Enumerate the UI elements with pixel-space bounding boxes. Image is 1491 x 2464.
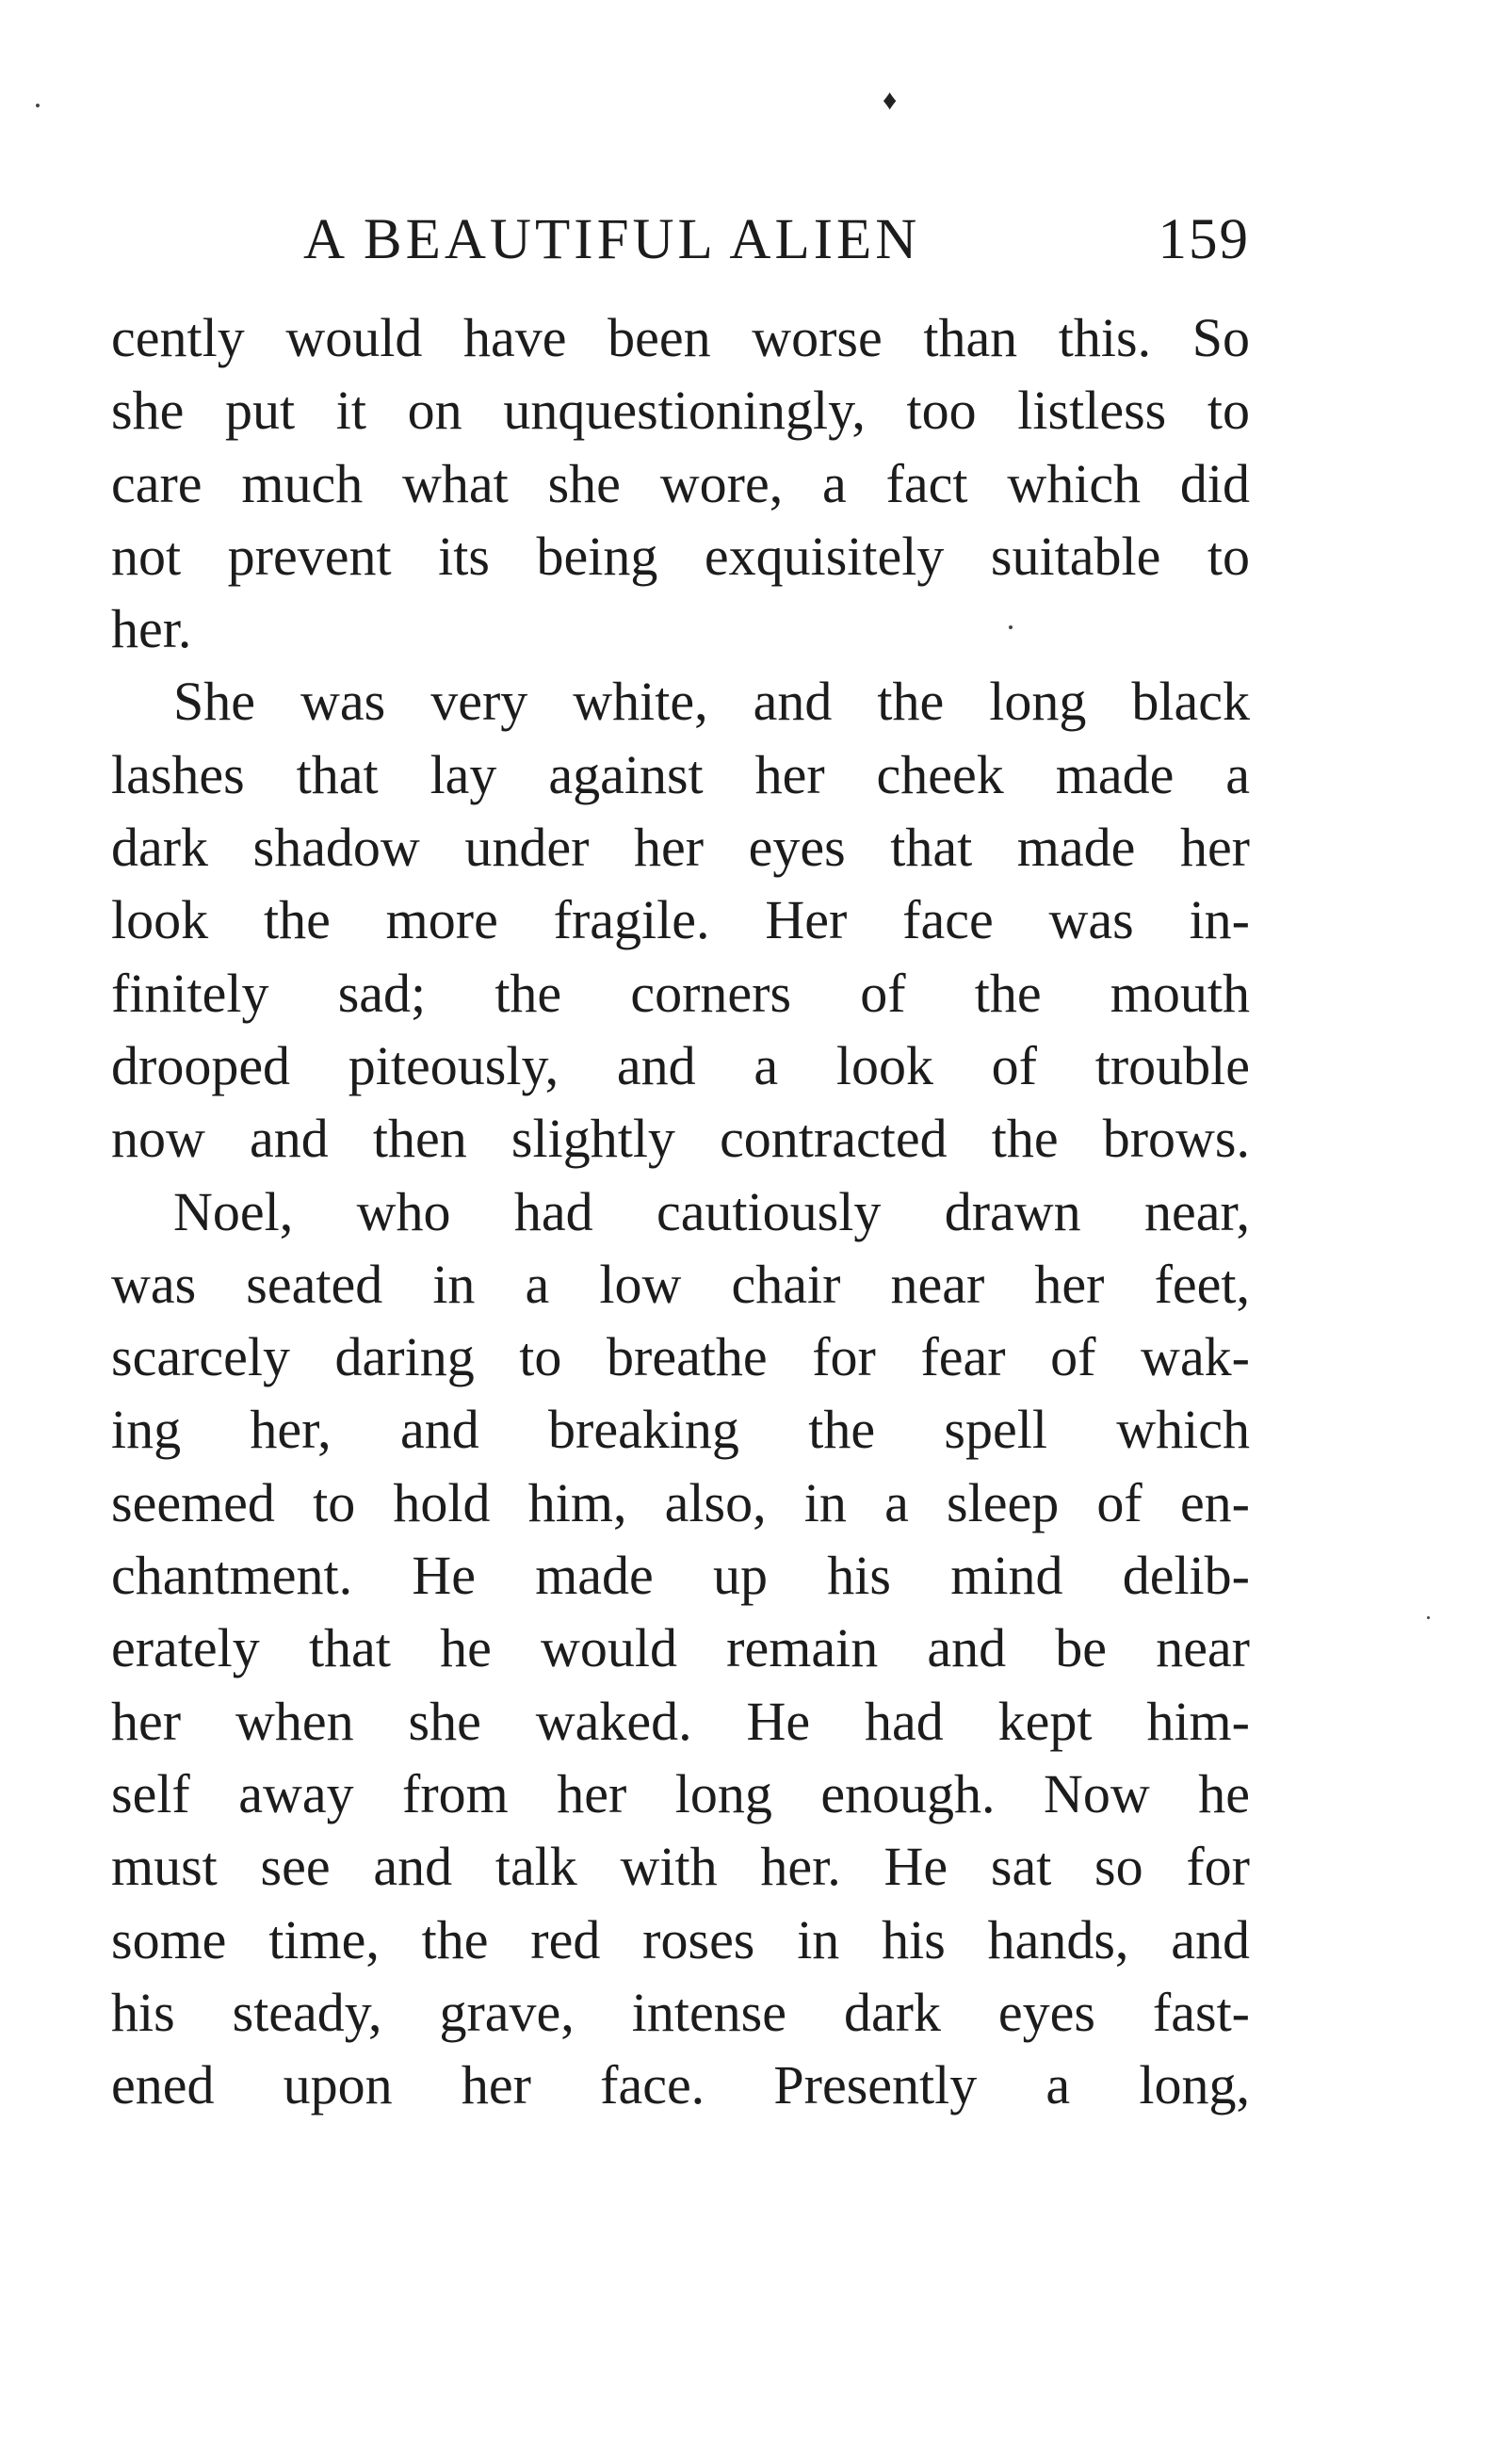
text-line: some time, the red roses in his hands, and — [111, 1908, 1250, 1970]
body-text — [111, 301, 1250, 2121]
text-line: seemed to hold him, also, in a sleep of en- — [111, 1471, 1250, 1533]
text-line: not prevent its being exquisitely suitable to — [111, 525, 1250, 587]
text-line: erately that he would remain and be near — [111, 1617, 1250, 1679]
text-line: she put it on unquestioningly, too listless to — [111, 380, 1250, 442]
text-line: look the more fragile. Her face was in- — [111, 889, 1250, 951]
text-line: ened upon her face. Presently a long, — [111, 2054, 1250, 2116]
paper-speck — [1427, 1616, 1430, 1619]
text-line: drooped piteously, and a look of trouble — [111, 1034, 1250, 1096]
text-line: care much what she wore, a fact which did — [111, 452, 1250, 514]
text-line: cently would have been worse than this. So — [111, 307, 1250, 368]
text-line: chantment. He made up his mind delib- — [111, 1545, 1250, 1607]
text-line: finitely sad; the corners of the mouth — [111, 962, 1250, 1024]
text-line: self away from her long enough. Now he — [111, 1762, 1250, 1824]
paragraph-2 — [111, 665, 1250, 1175]
page-header — [303, 203, 1250, 278]
paper-speck — [36, 104, 40, 107]
text-line: was seated in a low chair near her feet, — [111, 1253, 1250, 1315]
text-line: scarcely daring to breathe for fear of wak- — [111, 1326, 1250, 1388]
text-line: must see and talk with her. He sat so for — [111, 1836, 1250, 1898]
text-line: now and then slightly contracted the brows. — [111, 1108, 1250, 1170]
printer-ornament-mark: ♦ — [883, 85, 898, 116]
paragraph-3 — [111, 1175, 1250, 2122]
text-line: her when she waked. He had kept him- — [111, 1690, 1250, 1752]
page-number: 159 — [1158, 208, 1250, 271]
text-line: dark shadow under her eyes that made her — [111, 817, 1250, 879]
text-line: her. — [111, 598, 192, 660]
paragraph-1 — [111, 301, 1250, 665]
running-title: A BEAUTIFUL ALIEN — [303, 208, 921, 271]
text-line: ing her, and breaking the spell which — [111, 1399, 1250, 1461]
text-line: lashes that lay against her cheek made a — [111, 743, 1250, 805]
text-line: Noel, who had cautiously drawn near, — [173, 1180, 1250, 1242]
text-line: She was very white, and the long black — [173, 671, 1250, 733]
text-line: his steady, grave, intense dark eyes fast- — [111, 1981, 1250, 2043]
